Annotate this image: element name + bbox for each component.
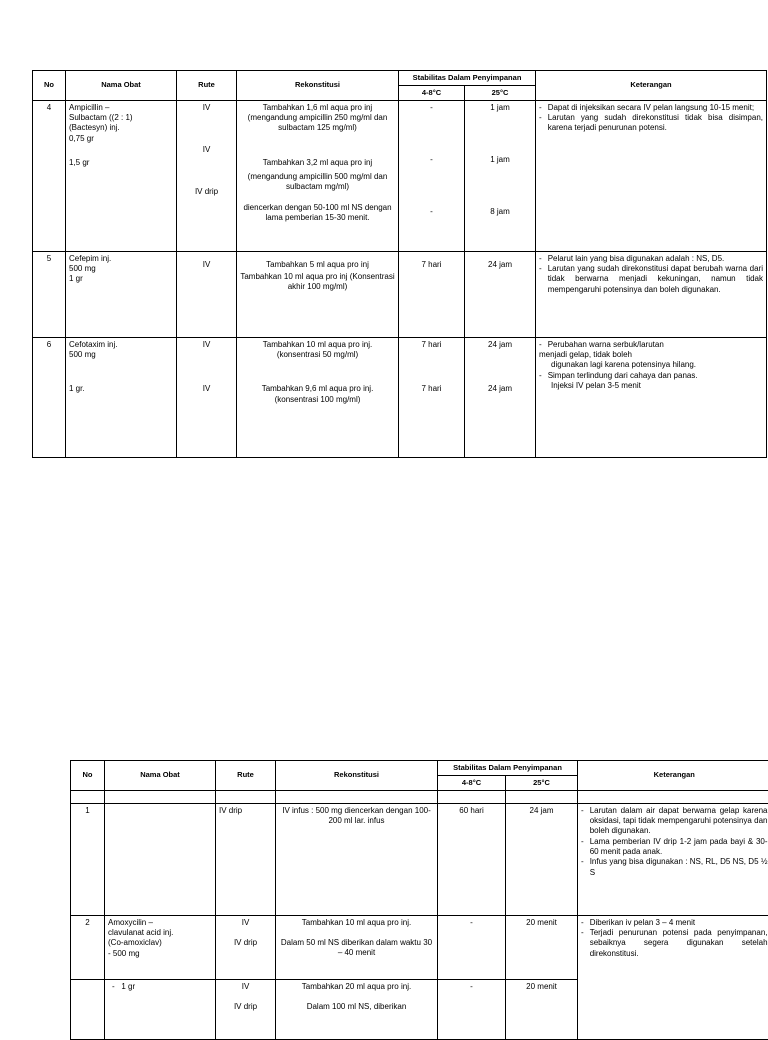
reconstitution-text: (mengandung ampicillin 500 mg/ml dan sulbactam mg/ml) [240,172,395,193]
drug-reconstitution-table-1 [32,70,767,458]
reconstitution-text: Dalam 50 ml NS diberikan dalam waktu 30 – 40 menit [279,938,434,959]
header-rute: Rute [216,761,276,791]
route: IV [180,384,233,394]
table-row [33,251,767,337]
note-item: Injeksi IV pelan 3-5 menit [539,381,763,391]
drug-reconstitution-table-2 [70,760,768,1040]
reconstitution-cell [237,100,399,251]
reconstitution-text: diencerkan dengan 50-100 ml NS dengan lama pemberian 15-30 menit. [240,203,395,224]
note-item: - Larutan yang sudah direkonstitusi dapat berubah warna dari tidak berwarna menjadi kekuningan, namun tidak mempengaruhi potensinya dan boleh digunakan. [539,264,763,295]
route: IV [219,918,272,928]
header-rute: Rute [177,71,237,101]
drug-name: Amoxycilin – [108,918,212,928]
reconstitution-text: Tambahkan 3,2 ml aqua pro inj [240,158,395,168]
header-stabilitas: Stabilitas Dalam Penyimpanan [438,761,578,776]
drug-name-cell [66,251,177,337]
row-no: 6 [33,337,66,457]
header-nama-obat: Nama Obat [105,761,216,791]
reconstitution-cell [237,251,399,337]
route: IV drip [219,1002,272,1012]
stability-value: 20 menit [506,979,578,1039]
route: IV drip [216,803,276,915]
route: IV [180,340,233,350]
drug-dose: - 500 mg [108,949,212,959]
drug-name: Ampicillin – [69,103,173,113]
row-no: 1 [71,803,105,915]
notes-cell [536,251,767,337]
reconstitution-text: Tambahkan 10 ml aqua pro inj. (konsentrasi 50 mg/ml) [240,340,395,361]
reconstitution-text: Tambahkan 5 ml aqua pro inj [240,260,395,270]
notes-cell [578,803,768,915]
table-row [33,100,767,251]
stability-value: 24 jam [468,340,532,350]
stability-value: - [438,979,506,1039]
stability-value: 7 hari [402,260,461,270]
note-item: - Larutan dalam air dapat berwarna gelap karena oksidasi, tapi tidak mempengaruhi potensinya dan boleh digunakan. [581,806,768,837]
stability-value: 60 hari [438,803,506,915]
reconstitution-text: IV infus : 500 mg diencerkan dengan 100-200 ml lar. infus [276,803,438,915]
drug-dose: - 1 gr [108,982,212,992]
reconstitution-text: Tambahkan 20 ml aqua pro inj. [279,982,434,992]
reconstitution-text: Tambahkan 10 ml aqua pro inj (Konsentrasi akhir 100 mg/ml) [240,272,395,293]
stability-cold-cell [399,251,465,337]
stability-cold-cell [399,337,465,457]
stability-room-cell [465,337,536,457]
drug-name: Cefepim inj. [69,254,173,264]
reconstitution-text: Tambahkan 10 ml aqua pro inj. [279,918,434,928]
drug-dose: 1 gr [69,274,173,284]
stability-value: 1 jam [468,155,532,165]
reconstitution-cell [237,337,399,457]
stability-room-cell [465,100,536,251]
drug-dose: 0,75 gr [69,134,173,144]
stability-value: 1 jam [468,103,532,113]
note-item: - Larutan yang sudah direkonstitusi tidak bisa disimpan, karena terjadi penurunan potensi. [539,113,763,134]
note-continuation: digunakan lagi karena potensinya hilang. [539,360,763,370]
drug-name: (Co-amoxiclav) [108,938,212,948]
note-item: - Perubahan warna serbuk/larutan [539,340,763,350]
note-item: - Dapat di injeksikan secara IV pelan langsung 10-15 menit; [539,103,763,113]
notes-cell [536,100,767,251]
row-no: 2 [71,915,105,979]
header-temp-room: 25°C [465,85,536,100]
header-rekonstitusi: Rekonstitusi [237,71,399,101]
note-item: - Terjadi penurunan potensi pada penyimpanan, sebaiknya segera digunakan setelah direkonstitusi. [581,928,768,959]
route: IV drip [180,187,233,197]
drug-dose: 500 mg [69,264,173,274]
drug-name-cell [105,979,216,1039]
drug-name-cell [66,337,177,457]
table-row [71,915,768,979]
route: IV [180,260,233,270]
stability-value: 20 menit [506,915,578,979]
notes-cell [578,915,768,1039]
stability-value: 7 hari [402,384,461,394]
stability-value: - [402,103,461,113]
stability-value: - [402,207,461,217]
route-cell [177,337,237,457]
drug-name: (Bactesyn) inj. [69,123,173,133]
header-no: No [71,761,105,791]
header-temp-cold: 4-8°C [399,85,465,100]
drug-name: clavulanat acid inj. [108,928,212,938]
drug-dose: 1,5 gr [69,158,173,168]
note-item: - Diberikan iv pelan 3 – 4 menit [581,918,768,928]
stability-cold-cell [399,100,465,251]
note-item: - Infus yang bisa digunakan : NS, RL, D5 NS, D5 ½ S [581,857,768,878]
header-keterangan: Keterangan [578,761,768,791]
note-item: - Lama pemberian IV drip 1-2 jam pada bayi & 30-60 menit pada anak. [581,837,768,858]
route: IV [180,145,233,155]
drug-name-cell [66,100,177,251]
table-row [71,803,768,915]
stability-value: 8 jam [468,207,532,217]
route: IV [180,103,233,113]
route-cell [216,979,276,1039]
row-no: 5 [33,251,66,337]
header-rekonstitusi: Rekonstitusi [276,761,438,791]
stability-value: - [438,915,506,979]
header-no: No [33,71,66,101]
stability-value: 7 hari [402,340,461,350]
reconstitution-text: Tambahkan 9,6 ml aqua pro inj. (konsentrasi 100 mg/ml) [240,384,395,405]
stability-value: - [402,155,461,165]
drug-name-cell [105,915,216,979]
route-cell [177,251,237,337]
reconstitution-text: Tambahkan 1,6 ml aqua pro inj (mengandung ampicillin 250 mg/ml dan sulbactam 125 mg/ml) [240,103,395,134]
stability-value: 24 jam [506,803,578,915]
table-row [33,337,767,457]
note-item: - Simpan terlindung dari cahaya dan panas. [539,371,763,381]
drug-name: Sulbactam ((2 : 1) [69,113,173,123]
route: IV drip [219,938,272,948]
header-temp-cold: 4-8°C [438,775,506,790]
reconstitution-cell [276,915,438,979]
note-continuation: menjadi gelap, tidak boleh [539,350,763,360]
route-cell [216,915,276,979]
header-keterangan: Keterangan [536,71,767,101]
route: IV [219,982,272,992]
header-stabilitas: Stabilitas Dalam Penyimpanan [399,71,536,86]
note-item: - Pelarut lain yang bisa digunakan adalah : NS, D5. [539,254,763,264]
notes-cell [536,337,767,457]
stability-room-cell [465,251,536,337]
header-nama-obat: Nama Obat [66,71,177,101]
drug-dose: 500 mg [69,350,173,360]
drug-name: Cefotaxim inj. [69,340,173,350]
row-no: 4 [33,100,66,251]
stability-value: 24 jam [468,384,532,394]
reconstitution-cell [276,979,438,1039]
reconstitution-text: Dalam 100 ml NS, diberikan [279,1002,434,1012]
stability-value: 24 jam [468,260,532,270]
drug-dose: 1 gr. [69,384,173,394]
header-temp-room: 25°C [506,775,578,790]
route-cell [177,100,237,251]
drug-name-cell [105,803,216,915]
